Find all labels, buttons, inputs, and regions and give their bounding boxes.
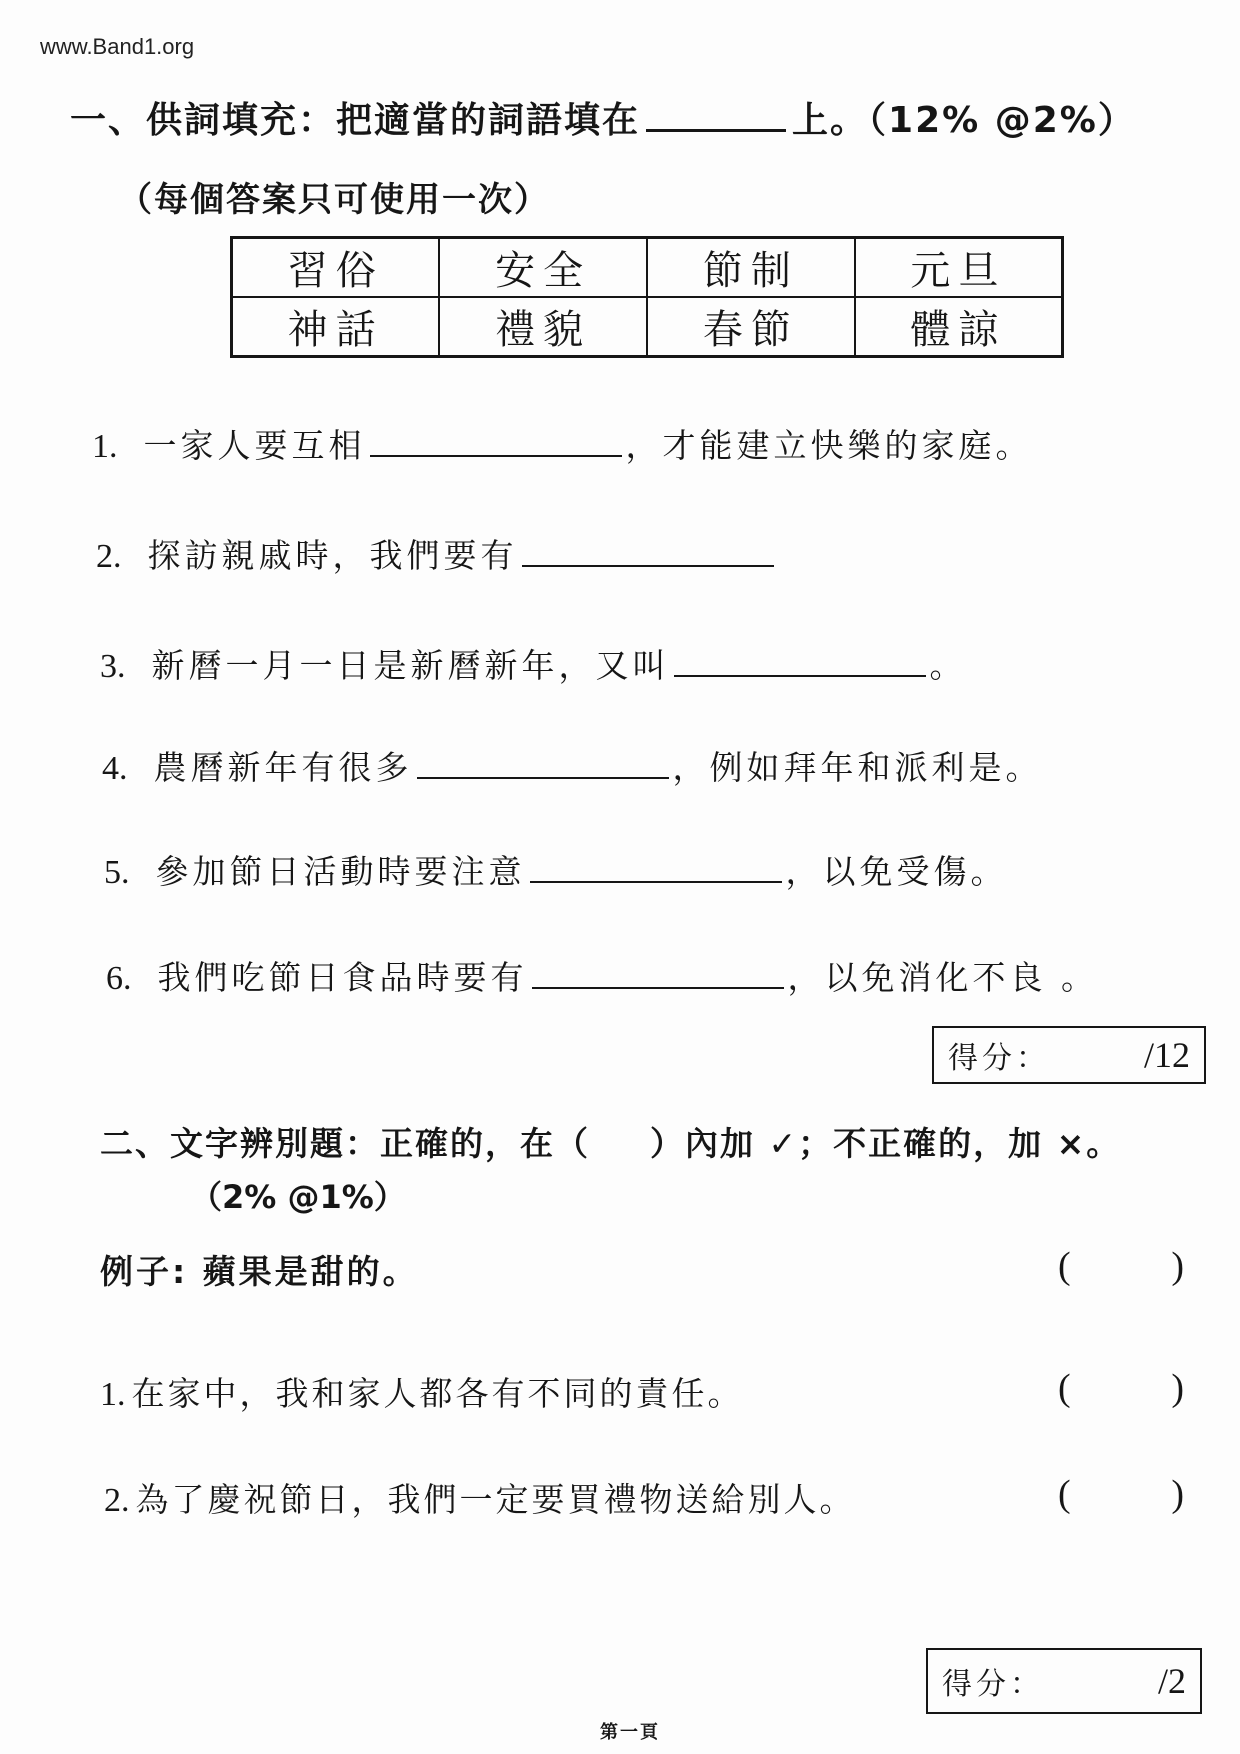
word-bank-row xyxy=(232,297,1063,357)
question-text-after: 。 xyxy=(929,646,967,685)
word-bank-cell: 安全 xyxy=(439,238,647,298)
question-text: 一家人要互相 xyxy=(143,426,366,465)
section2-score-box xyxy=(926,1648,1202,1714)
example-answer-parens[interactable] xyxy=(1058,1244,1184,1288)
section1-title-text: 一、供詞填充：把適當的詞語填在 xyxy=(70,100,641,141)
word-bank-cell: 節制 xyxy=(647,238,855,298)
fill-question-4 xyxy=(102,742,1043,789)
question-text: 農曆新年有很多 xyxy=(153,748,413,787)
word-bank-cell: 春節 xyxy=(647,297,855,357)
watermark: www.Band1.org xyxy=(40,34,195,59)
section2-marks: （2% @1%） xyxy=(190,1178,406,1216)
fill-question-5 xyxy=(104,846,1008,893)
word-bank-table xyxy=(230,236,1064,358)
answer-blank[interactable] xyxy=(530,855,782,883)
question-text: 我們吃節日食品時要有 xyxy=(157,958,528,997)
question-number: 1. xyxy=(92,428,118,465)
fill-question-2 xyxy=(96,530,778,577)
item-number: 2. xyxy=(104,1482,130,1519)
section1-note: （每個答案只可使用一次） xyxy=(118,180,550,220)
question-number: 4. xyxy=(102,750,128,787)
section1-title xyxy=(70,92,1136,143)
section2-title-text: 二、文字辨別題：正確的，在（ xyxy=(100,1124,590,1163)
section1-score-box xyxy=(932,1026,1206,1084)
score-label: 得分： xyxy=(942,1667,1044,1702)
question-text: 參加節日活動時要注意 xyxy=(155,852,526,891)
question-number: 6. xyxy=(106,960,132,997)
item-text: 在家中，我和家人都各有不同的責任。 xyxy=(131,1374,744,1413)
question-text: 新曆一月一日是新曆新年，又叫 xyxy=(151,646,670,685)
score-total: /12 xyxy=(1143,1035,1190,1075)
example-statement: 例子: 蘋果是甜的。 xyxy=(100,1252,419,1291)
tf-answer-parens-1[interactable] xyxy=(1058,1366,1184,1410)
page-number: 第一頁 xyxy=(600,1722,660,1743)
answer-blank[interactable] xyxy=(674,649,926,677)
close-paren: ) xyxy=(1171,1245,1184,1287)
score-total: /2 xyxy=(1157,1661,1186,1701)
section2-title-text-after: ）內加 ✓；不正確的，加 ×。 xyxy=(650,1124,1122,1163)
word-bank-cell: 神話 xyxy=(232,297,440,357)
question-text-after: ，例如拜年和派利是。 xyxy=(672,748,1043,787)
answer-blank[interactable] xyxy=(522,539,774,567)
question-text: 探訪親戚時，我們要有 xyxy=(147,536,518,575)
question-number: 5. xyxy=(104,854,130,891)
word-bank-cell: 習俗 xyxy=(232,238,440,298)
tf-item-2 xyxy=(104,1474,856,1521)
section2-title xyxy=(100,1118,1121,1165)
answer-blank[interactable] xyxy=(532,961,784,989)
fill-question-1 xyxy=(92,420,1033,467)
item-number: 1. xyxy=(100,1376,126,1413)
score-label: 得分： xyxy=(948,1041,1050,1076)
close-paren: ) xyxy=(1171,1367,1184,1409)
item-text: 為了慶祝節日，我們一定要買禮物送給別人。 xyxy=(135,1480,856,1519)
word-bank-row xyxy=(232,238,1063,298)
answer-blank[interactable] xyxy=(417,751,669,779)
open-paren: ( xyxy=(1058,1473,1071,1515)
question-text-after: ，才能建立快樂的家庭。 xyxy=(625,426,1033,465)
title-blank-line xyxy=(646,99,786,132)
fill-question-6 xyxy=(106,952,1098,999)
tf-item-1 xyxy=(100,1368,744,1415)
word-bank-cell: 體諒 xyxy=(855,297,1063,357)
word-bank-cell: 禮貌 xyxy=(439,297,647,357)
word-bank-cell: 元旦 xyxy=(855,238,1063,298)
answer-blank[interactable] xyxy=(370,429,622,457)
fill-question-3 xyxy=(100,640,967,687)
tf-answer-parens-2[interactable] xyxy=(1058,1472,1184,1516)
question-text-after: ，以免消化不良 。 xyxy=(787,958,1098,997)
question-number: 2. xyxy=(96,538,122,575)
open-paren: ( xyxy=(1058,1367,1071,1409)
question-text-after: ，以免受傷。 xyxy=(785,852,1008,891)
section1-title-marks: 上。（12% @2%） xyxy=(792,100,1136,141)
question-number: 3. xyxy=(100,648,126,685)
close-paren: ) xyxy=(1171,1473,1184,1515)
open-paren: ( xyxy=(1058,1245,1071,1287)
